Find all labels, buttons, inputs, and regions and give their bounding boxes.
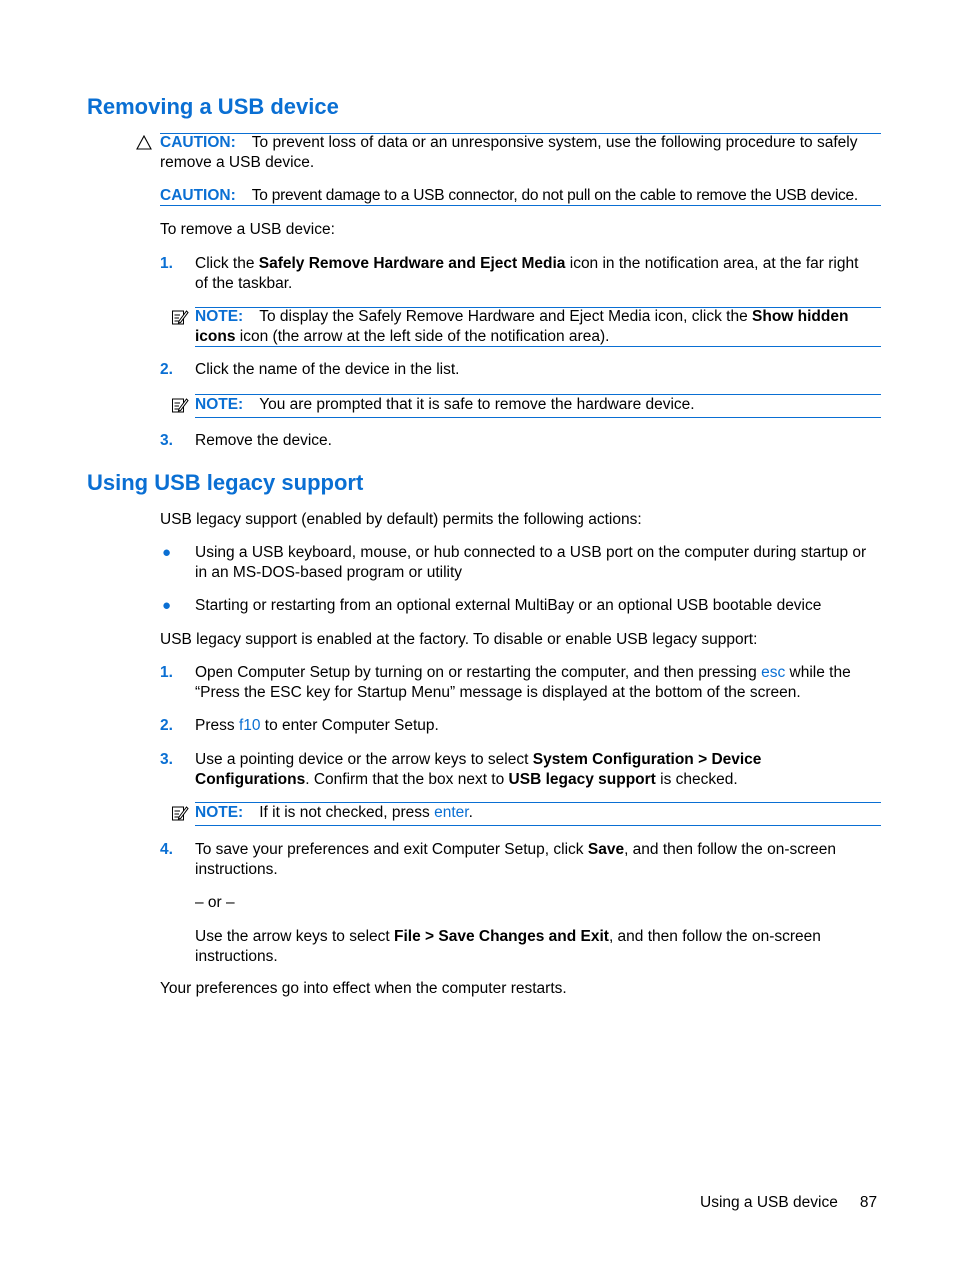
note-bottom-rule xyxy=(195,825,881,826)
caution-2 xyxy=(160,186,858,206)
note-1 xyxy=(195,307,885,346)
note-text: . xyxy=(468,804,473,821)
intro-text: USB legacy support (enabled by default) permits the following actions: xyxy=(160,511,642,528)
step-1 xyxy=(195,254,885,293)
step-text: Press xyxy=(195,717,239,734)
note-bottom-rule xyxy=(195,417,881,418)
caution-triangle-icon xyxy=(136,135,152,150)
note-text: To display the Safely Remove Hardware and Eject Media icon, click the xyxy=(259,308,753,325)
step-text-line2: of the taskbar. xyxy=(195,274,293,292)
ui-term: icons xyxy=(195,327,236,345)
bullet-icon: ● xyxy=(162,544,172,561)
step-4-alternative xyxy=(195,927,885,966)
note-2 xyxy=(195,395,695,415)
footer-title: Using a USB device xyxy=(700,1194,838,1211)
note-text: icon (the arrow at the left side of the notification area). xyxy=(235,327,610,345)
step-1 xyxy=(195,663,885,702)
step-text: Use a pointing device or the arrow keys to select xyxy=(195,751,533,768)
note-text: If it is not checked, press xyxy=(259,804,435,821)
or-separator: – or – xyxy=(195,894,235,911)
step-3 xyxy=(195,750,885,789)
bullet-item xyxy=(195,543,885,582)
step-2 xyxy=(195,716,439,736)
note-pad-icon xyxy=(171,396,189,414)
step-text: Use the arrow keys to select xyxy=(195,928,394,945)
key-name: esc xyxy=(761,664,786,681)
closing-text: Your preferences go into effect when the computer restarts. xyxy=(160,980,567,997)
note-pad-icon xyxy=(171,804,189,822)
step-number: 2. xyxy=(160,361,173,378)
caution-label: CAUTION: xyxy=(160,187,236,204)
step-text: . Confirm that the box next to xyxy=(305,770,509,788)
step-number: 3. xyxy=(160,432,173,449)
page-footer xyxy=(700,1193,877,1213)
ui-term: Configurations xyxy=(195,770,306,788)
step-text: Click the xyxy=(195,255,259,272)
step-2: Click the name of the device in the list. xyxy=(195,361,460,378)
bullet-text-line2: in an MS-DOS-based program or utility xyxy=(195,563,463,581)
intro-text-2: USB legacy support is enabled at the factory. To disable or enable USB legacy support: xyxy=(160,631,758,648)
heading-removing-usb: Removing a USB device xyxy=(87,94,339,119)
key-name: enter xyxy=(434,804,469,821)
caution-label: CAUTION: xyxy=(160,134,236,151)
intro-text: To remove a USB device: xyxy=(160,221,335,238)
step-number: 4. xyxy=(160,841,173,858)
step-text: , and then follow the on-screen xyxy=(608,928,821,945)
note-bottom-rule xyxy=(195,346,881,347)
ui-term: File > Save Changes and Exit xyxy=(394,928,609,945)
step-number: 3. xyxy=(160,751,173,768)
ui-term: System Configuration > Device xyxy=(532,751,762,768)
step-text: to enter Computer Setup. xyxy=(260,717,439,734)
page-number: 87 xyxy=(859,1194,878,1211)
bullet-item: Starting or restarting from an optional external MultiBay or an optional USB bootable device xyxy=(195,597,822,614)
step-text: while the xyxy=(785,664,851,681)
note-text: You are prompted that it is safe to remove the hardware device. xyxy=(259,396,695,413)
step-3: Remove the device. xyxy=(195,432,332,449)
ui-term: Save xyxy=(587,841,625,858)
note-3 xyxy=(195,803,473,823)
step-number: 1. xyxy=(160,664,173,681)
step-number: 2. xyxy=(160,717,173,734)
note-pad-icon xyxy=(171,308,189,326)
ui-term: Show hidden xyxy=(752,308,849,325)
ui-term: Safely Remove Hardware and Eject Media xyxy=(258,255,566,272)
step-text: To save your preferences and exit Computer Setup, click xyxy=(195,841,588,858)
step-text-line2: instructions. xyxy=(195,947,278,965)
step-text-line2: “Press the ESC key for Startup Menu” message is displayed at the bottom of the screen. xyxy=(195,683,801,701)
caution-text-line2: remove a USB device. xyxy=(160,153,315,171)
ui-term: USB legacy support xyxy=(508,770,656,788)
step-text: , and then follow the on-screen xyxy=(624,841,837,858)
caution-bottom-rule xyxy=(160,205,881,206)
step-text: icon in the notification area, at the far right xyxy=(565,255,859,272)
heading-usb-legacy: Using USB legacy support xyxy=(87,470,364,495)
step-number: 1. xyxy=(160,255,173,272)
step-text: is checked. xyxy=(655,770,738,788)
bullet-text: Using a USB keyboard, mouse, or hub connected to a USB port on the computer during startup or xyxy=(195,544,867,561)
step-text: Open Computer Setup by turning on or restarting the computer, and then pressing xyxy=(195,664,762,681)
note-label: NOTE: xyxy=(195,308,244,325)
key-name: f10 xyxy=(238,717,261,734)
caution-text: To prevent damage to a USB connector, do not pull on the cable to remove the USB device. xyxy=(251,187,858,204)
caution-text: To prevent loss of data or an unresponsive system, use the following procedure to safely xyxy=(251,134,858,151)
note-label: NOTE: xyxy=(195,804,244,821)
step-4 xyxy=(195,840,885,879)
bullet-icon: ● xyxy=(162,597,172,614)
caution-1 xyxy=(160,133,885,172)
step-text-line2: instructions. xyxy=(195,860,278,878)
note-label: NOTE: xyxy=(195,396,244,413)
